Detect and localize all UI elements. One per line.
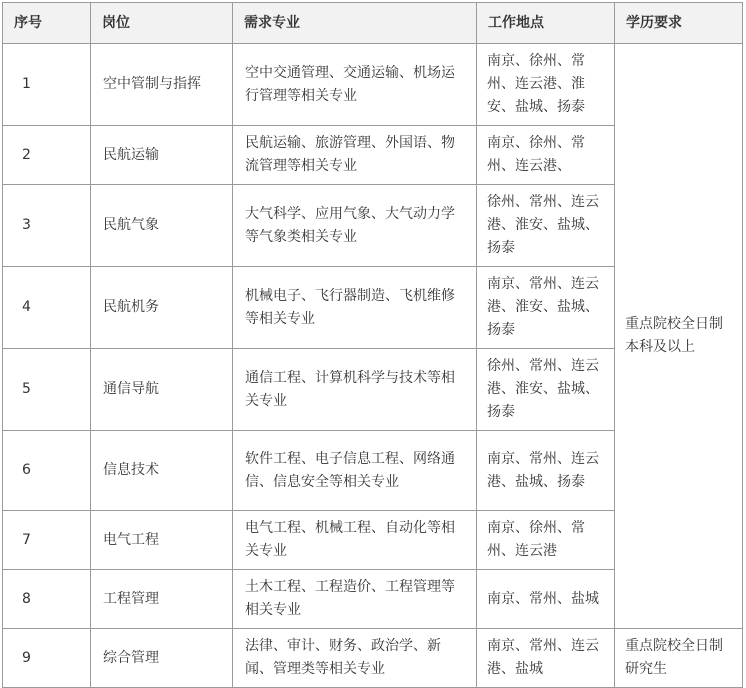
- row-major: 法律、审计、财务、政治学、新闻、管理类等相关专业: [233, 629, 477, 688]
- row-major: 空中交通管理、交通运输、机场运行管理等相关专业: [233, 44, 477, 126]
- row-post: 民航运输: [91, 126, 233, 185]
- row-major: 通信工程、计算机科学与技术等相关专业: [233, 349, 477, 431]
- row-location: 南京、常州、连云港、淮安、盐城、扬泰: [477, 267, 615, 349]
- row-post: 电气工程: [91, 511, 233, 570]
- row-major: 土木工程、工程造价、工程管理等相关专业: [233, 570, 477, 629]
- row-location: 南京、徐州、常州、连云港: [477, 511, 615, 570]
- row-post: 综合管理: [91, 629, 233, 688]
- row-location: 南京、徐州、常州、连云港、: [477, 126, 615, 185]
- header-location: 工作地点: [477, 3, 615, 44]
- row-no: 5: [3, 349, 91, 431]
- row-major: 软件工程、电子信息工程、网络通信、信息安全等相关专业: [233, 431, 477, 511]
- row-post: 民航机务: [91, 267, 233, 349]
- row-post: 工程管理: [91, 570, 233, 629]
- header-education: 学历要求: [615, 3, 743, 44]
- row-location: 徐州、常州、连云港、淮安、盐城、扬泰: [477, 349, 615, 431]
- row-post: 通信导航: [91, 349, 233, 431]
- row-major: 机械电子、飞行器制造、飞机维修等相关专业: [233, 267, 477, 349]
- education-undergrad: 重点院校全日制本科及以上: [615, 44, 743, 629]
- row-post: 空中管制与指挥: [91, 44, 233, 126]
- row-no: 7: [3, 511, 91, 570]
- row-major: 电气工程、机械工程、自动化等相关专业: [233, 511, 477, 570]
- header-major: 需求专业: [233, 3, 477, 44]
- row-location: 南京、徐州、常州、连云港、淮安、盐城、扬泰: [477, 44, 615, 126]
- row-no: 2: [3, 126, 91, 185]
- row-no: 8: [3, 570, 91, 629]
- table-row: [3, 44, 743, 126]
- header-post: 岗位: [91, 3, 233, 44]
- row-no: 3: [3, 185, 91, 267]
- row-major: 大气科学、应用气象、大气动力学等气象类相关专业: [233, 185, 477, 267]
- row-post: 民航气象: [91, 185, 233, 267]
- row-no: 1: [3, 44, 91, 126]
- table-header-row: [3, 3, 743, 44]
- row-major: 民航运输、旅游管理、外国语、物流管理等相关专业: [233, 126, 477, 185]
- row-location: 南京、常州、盐城: [477, 570, 615, 629]
- recruitment-table: [2, 2, 743, 688]
- header-no: 序号: [3, 3, 91, 44]
- row-location: 南京、常州、连云港、盐城、扬泰: [477, 431, 615, 511]
- education-graduate: 重点院校全日制研究生: [615, 629, 743, 688]
- row-post: 信息技术: [91, 431, 233, 511]
- row-no: 4: [3, 267, 91, 349]
- row-no: 6: [3, 431, 91, 511]
- row-location: 南京、常州、连云港、盐城: [477, 629, 615, 688]
- table-row: [3, 629, 743, 688]
- row-no: 9: [3, 629, 91, 688]
- row-location: 徐州、常州、连云港、淮安、盐城、扬泰: [477, 185, 615, 267]
